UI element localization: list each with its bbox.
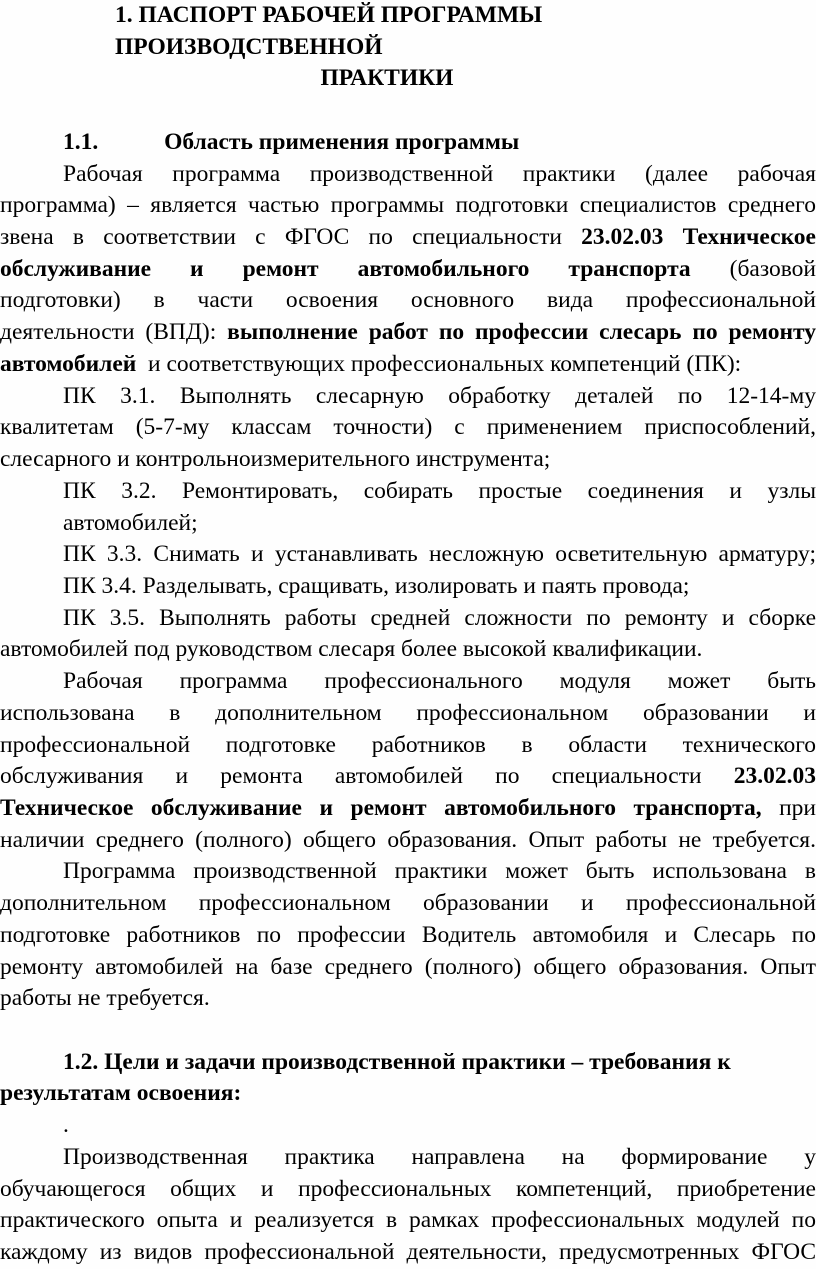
bold-text-run: Область применения программы (164, 128, 520, 155)
paragraph-line (0, 730, 816, 762)
paragraph-line (0, 1237, 816, 1269)
list-item-line (0, 508, 816, 540)
paragraph-line (0, 888, 816, 920)
text-run: Рабочая программа профессионального модуля может быть (63, 668, 816, 695)
text-run: деятельности (ВПД): (0, 319, 228, 346)
document-title-line (0, 63, 816, 95)
text-run: ПК 3.2. Ремонтировать, собирать простые соединения и узлы (63, 477, 816, 504)
text-run: ПК 3.3. Снимать и устанавливать несложную осветительную арматуру; (63, 541, 816, 568)
text-run: звена в соответствии с ФГОС по специальности (0, 224, 582, 251)
list-item-line (0, 444, 816, 476)
text-run: работы не требуется. (0, 985, 210, 1012)
text-run: ремонту автомобилей на базе среднего (полного) общего образования. Опыт (0, 953, 816, 980)
paragraph-line (0, 920, 816, 952)
list-item-line (0, 634, 816, 666)
paragraph-line (0, 1205, 816, 1237)
text-run: при (761, 794, 816, 821)
text-run: обучающегося общих и профессиональных компетенций, приобретение (0, 1175, 816, 1202)
document-title-line (0, 0, 816, 32)
list-item-line (0, 603, 816, 635)
paragraph-line (0, 1110, 816, 1142)
paragraph-line (0, 190, 816, 222)
text-run: обслуживания и ремонта автомобилей по специальности (0, 763, 734, 790)
blank-line (0, 95, 816, 127)
paragraph-line (0, 159, 816, 191)
section-1-2-heading (0, 1078, 816, 1110)
text-run: практического опыта и реализуется в рамках профессиональных модулей по (0, 1207, 816, 1234)
paragraph-line (0, 222, 816, 254)
text-run: использована в дополнительном профессиональном образовании и (0, 699, 816, 726)
text-run: Производственная практика направлена на формирование у (63, 1143, 816, 1170)
text-run: подготовке работников по профессии Водитель автомобиля и Слесарь по (0, 921, 816, 948)
paragraph-line (0, 666, 816, 698)
text-run: ПК 3.1. Выполнять слесарную обработку деталей по 12-14-му (63, 382, 816, 409)
text-run: программа) – является частью программы подготовки специалистов среднего (0, 192, 816, 219)
list-item-line (0, 571, 816, 603)
text-run: автомобилей под руководством слесаря более высокой квалификации. (0, 636, 703, 663)
paragraph-line (0, 1174, 816, 1206)
paragraph-line (0, 793, 816, 825)
text-run: автомобилей; (63, 509, 198, 536)
bold-text-run: автомобилей (0, 350, 137, 377)
paragraph-line (0, 349, 816, 381)
list-item-line (0, 412, 816, 444)
text-run: ПК 3.4. Разделывать, сращивать, изолировать и паять провода; (63, 572, 690, 599)
bold-text-run: выполнение работ по профессии слесарь по ремонту (227, 319, 816, 346)
paragraph-line (0, 983, 816, 1015)
paragraph-line (0, 285, 816, 317)
section-1-1-heading (0, 127, 816, 159)
bold-text-run: Техническое обслуживание и ремонт автомобильного транспорта, (0, 794, 762, 821)
bold-text-run: ПРОИЗВОДСТВЕННОЙ (115, 33, 383, 60)
tab-spacer (98, 148, 158, 149)
bold-text-run: ПРАКТИКИ (320, 65, 454, 92)
text-run: и соответствующих профессиональных компетенций (ПК): (136, 350, 742, 377)
paragraph-line (0, 825, 816, 857)
text-run: наличии среднего (полного) общего образования. Опыт работы не требуется. (0, 826, 816, 853)
paragraph-line (0, 761, 816, 793)
text-run: подготовки) в части освоения основного вида профессиональной (0, 287, 816, 314)
text-run: ПК 3.5. Выполнять работы средней сложности по ремонту и сборке (63, 604, 816, 631)
section-1-2-heading (0, 1047, 816, 1079)
list-item-line (0, 381, 816, 413)
paragraph-line (0, 856, 816, 888)
bold-text-run: 23.02.03 (733, 763, 816, 790)
text-run: дополнительном профессиональном образовании и профессиональной (0, 890, 816, 917)
text-run: Программа производственной практики может быть использована в (63, 858, 816, 885)
paragraph-line (0, 698, 816, 730)
text-run: каждому из видов профессиональной деятельности, предусмотренных ФГОС (0, 1239, 816, 1266)
text-run: (базовой (690, 255, 816, 282)
paragraph-line (0, 317, 816, 349)
text-run: квалитетам (5-7-му классам точности) с применением приспособлений, (0, 414, 816, 441)
list-item-line (0, 539, 816, 571)
bold-text-run: обслуживание и ремонт автомобильного транспорта (0, 255, 691, 282)
bold-text-run: 1.2. Цели и задачи производственной практики – требования к (63, 1048, 731, 1075)
text-run: . (63, 1112, 69, 1139)
document-title-line (0, 32, 816, 64)
paragraph-line (0, 952, 816, 984)
text-run: Рабочая программа производственной практики (далее рабочая (63, 160, 816, 187)
blank-line (0, 1015, 816, 1047)
bold-text-run: результатам освоения: (0, 1080, 242, 1107)
bold-text-run: 23.02.03 Техническое (581, 224, 816, 251)
text-run: профессиональной подготовке работников в области технического (0, 731, 816, 758)
paragraph-line (0, 254, 816, 286)
list-item-line (0, 476, 816, 508)
text-run: слесарного и контрольноизмерительного инструмента; (0, 446, 551, 473)
bold-text-run: 1. ПАСПОРТ РАБОЧЕЙ ПРОГРАММЫ (115, 2, 543, 28)
bold-text-run: 1.1. (63, 128, 99, 155)
paragraph-line (0, 1142, 816, 1174)
